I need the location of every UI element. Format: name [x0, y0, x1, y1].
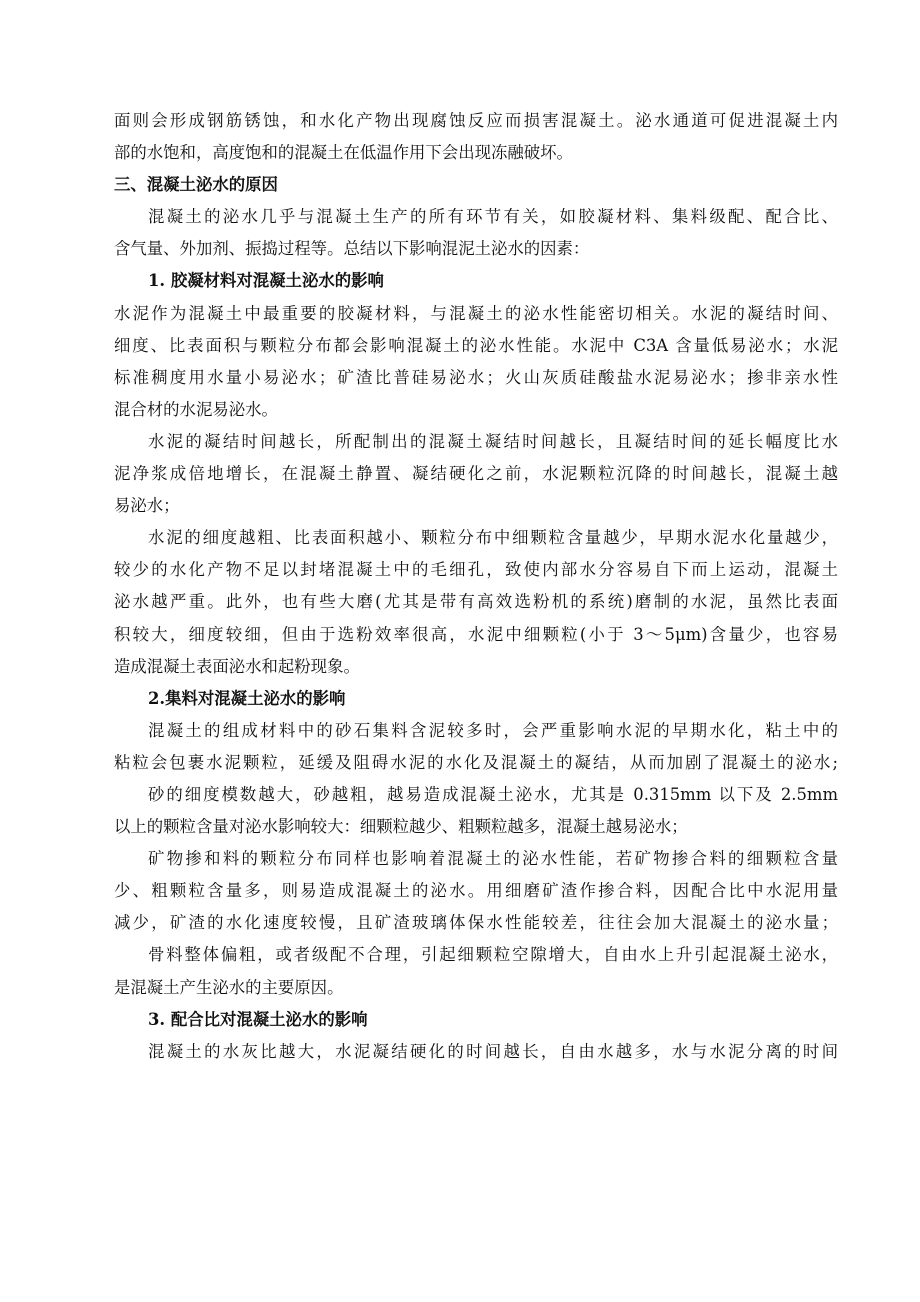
text-line: 混凝土的泌水几乎与混凝土生产的所有环节有关，如胶凝材料、集料级配、配合比、 — [148, 207, 838, 227]
text-line: 水泥的细度越粗、比表面积越小、颗粒分布中细颗粒含量越少，早期水泥水化量越少， — [148, 528, 838, 548]
text-line: 面则会形成钢筋锈蚀，和水化产物出现腐蚀反应而损害混凝土。泌水通道可促进混凝土内 — [114, 111, 838, 130]
subsection-heading: 3. 配合比对混凝土泌水的影响 — [148, 1009, 368, 1029]
text-line: 以上的颗粒含量对泌水影响较大：细颗粒越少、粗颗粒越多，混凝土越易泌水； — [114, 817, 688, 837]
text-line: 少、粗颗粒含量多，则易造成混凝土的泌水。用细磨矿渣作掺合料，因配合比中水泥用量 — [114, 881, 838, 901]
text-line: 较少的水化产物不足以封堵混凝土中的毛细孔，致使内部水分容易自下而上运动，混凝土 — [114, 560, 838, 580]
section-heading: 三、混凝土泌水的原因 — [114, 175, 278, 195]
text-line: 泌水越严重。此外，也有些大磨(尤其是带有高效选粉机的系统)磨制的水泥，虽然比表面 — [114, 592, 838, 612]
text-line: 部的水饱和，高度饱和的混凝土在低温作用下会出现冻融破坏。 — [114, 143, 573, 163]
text-line: 是混凝土产生泌水的主要原因。 — [114, 977, 344, 997]
text-line: 积较大，细度较细，但由于选粉效率很高，水泥中细颗粒(小于 3～5μm)含量少，也容易 — [114, 624, 838, 644]
subsection-heading: 2.集料对混凝土泌水的影响 — [148, 688, 346, 708]
subsection-heading: 1. 胶凝材料对混凝土泌水的影响 — [148, 271, 384, 291]
text-line: 粘粒会包裹水泥颗粒，延缓及阻碍水泥的水化及混凝土的凝结，从而加剧了混凝土的泌水; — [114, 752, 838, 772]
text-line: 砂的细度模数越大，砂越粗，越易造成混凝土泌水，尤其是 0.315mm 以下及 2.5mm — [148, 784, 838, 804]
text-line: 骨料整体偏粗，或者级配不合理，引起细颗粒空隙增大，自由水上升引起混凝土泌水， — [148, 945, 838, 965]
text-line: 混凝土的组成材料中的砂石集料含泥较多时，会严重影响水泥的早期水化，粘土中的 — [148, 720, 838, 740]
document-body — [114, 110, 838, 1073]
text-line: 造成混凝土表面泌水和起粉现象。 — [114, 656, 360, 676]
text-line: 混合材的水泥易泌水。 — [114, 399, 278, 419]
text-line: 泥净浆成倍地增长，在混凝土静置、凝结硬化之前，水泥颗粒沉降的时间越长，混凝土越 — [114, 464, 838, 484]
text-line: 水泥的凝结时间越长，所配制出的混凝土凝结时间越长，且凝结时间的延长幅度比水 — [148, 431, 838, 451]
text-line: 细度、比表面积与颗粒分布都会影响混凝土的泌水性能。水泥中 C3A 含量低易泌水；水泥 — [114, 335, 838, 355]
text-line: 标准稠度用水量小易泌水；矿渣比普硅易泌水；火山灰质硅酸盐水泥易泌水；掺非亲水性 — [114, 367, 838, 387]
text-line: 水泥作为混凝土中最重要的胶凝材料，与混凝土的泌水性能密切相关。水泥的凝结时间、 — [114, 303, 838, 323]
text-line: 易泌水； — [114, 496, 180, 516]
text-line: 含气量、外加剂、振捣过程等。总结以下影响混泥土泌水的因素： — [114, 239, 590, 259]
text-line: 矿物掺和料的颗粒分布同样也影响着混凝土的泌水性能，若矿物掺合料的细颗粒含量 — [148, 849, 838, 869]
text-line: 减少，矿渣的水化速度较慢，且矿渣玻璃体保水性能较差，往往会加大混凝土的泌水量； — [114, 913, 838, 933]
text-line: 混凝土的水灰比越大，水泥凝结硬化的时间越长，自由水越多，水与水泥分离的时间 — [148, 1041, 838, 1061]
